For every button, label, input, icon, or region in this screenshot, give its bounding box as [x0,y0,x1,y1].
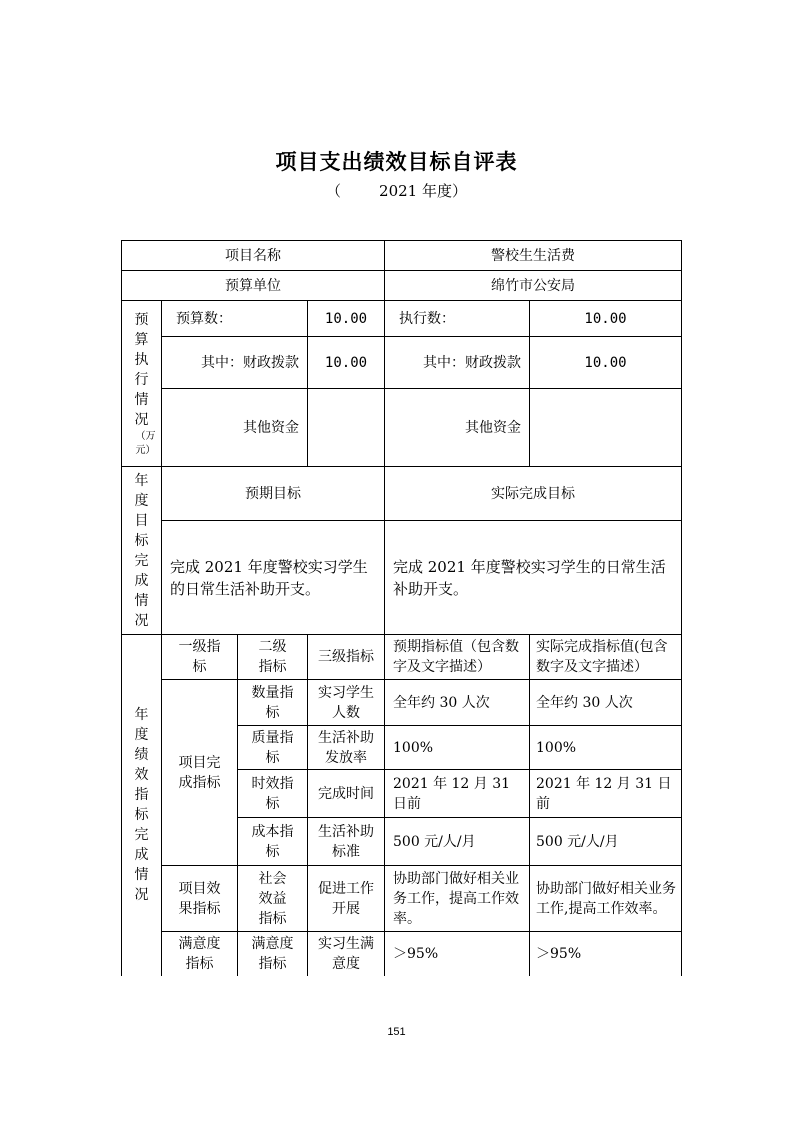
budget-value: 10.00 [308,301,385,337]
other-funds-row [122,389,682,467]
indicator-header-row [122,635,682,680]
group-satisfaction: 满意度指标 [162,932,238,976]
expected-goal-header: 预期目标 [162,467,385,521]
fiscal-exec-value: 10.00 [530,337,682,389]
level3-cell: 促进工作开展 [308,866,385,932]
self-evaluation-table [121,240,682,976]
table-row [122,932,682,976]
performance-side-label [122,635,162,976]
level2-cell: 社会效益指标 [238,866,308,932]
other-funds-budget-value [308,389,385,467]
annual-goal-side-label [122,467,162,635]
project-name-row [122,241,682,271]
other-funds-exec-value [530,389,682,467]
level2-cell: 时效指标 [238,770,308,818]
project-name-value: 警校生生活费 [385,241,682,271]
budget-unit-label: 预算单位 [122,271,385,301]
expected-goal-text: 完成 2021 年度警校实习学生的日常生活补助开支。 [162,521,385,635]
other-funds-label: 其他资金 [162,389,308,467]
header-level2: 二级指标 [238,635,308,680]
annual-goal-content-row [122,521,682,635]
annual-goal-side-text: 年度目标完成情况 [134,472,149,629]
fiscal-label: 其中：财政拨款 [162,337,308,389]
level3-cell: 实习学生人数 [308,680,385,726]
page-number: 151 [387,1026,406,1038]
budget-label: 预算数： [162,301,308,337]
budget-exec-side-label [122,301,162,467]
expected-cell: 全年约 30 人次 [385,680,530,726]
level3-cell: 实习生满意度 [308,932,385,976]
level3-cell: 完成时间 [308,770,385,818]
document-subtitle [0,180,793,201]
expected-cell: 100% [385,726,530,770]
actual-goal-header: 实际完成目标 [385,467,682,521]
performance-side-text: 年度绩效指标完成情况 [134,707,149,904]
budget-exec-unit: （万元） [135,430,156,456]
fiscal-exec-label: 其中：财政拨款 [385,337,530,389]
actual-cell: 协助部门做好相关业务工作,提高工作效率。 [530,866,682,932]
table-row [122,866,682,932]
exec-value: 10.00 [530,301,682,337]
actual-cell: ＞95% [530,932,682,976]
level2-cell: 成本指标 [238,818,308,866]
level2-cell: 满意度指标 [238,932,308,976]
budget-exec-side-text: 预算执行情况 [134,311,149,428]
actual-cell: 全年约 30 人次 [530,680,682,726]
actual-cell: 100% [530,726,682,770]
document-title: 项目支出绩效目标自评表 [275,149,518,174]
header-actual-value: 实际完成指标值(包含数字及文字描述） [530,635,682,680]
subtitle-year: 2021 年度） [379,182,467,200]
level3-cell: 生活补助发放率 [308,726,385,770]
annual-goal-header-row [122,467,682,521]
other-funds-exec-label: 其他资金 [385,389,530,467]
level2-cell: 数量指标 [238,680,308,726]
header-expected-value: 预期指标值（包含数字及文字描述） [385,635,530,680]
level3-cell: 生活补助标准 [308,818,385,866]
header-level3: 三级指标 [308,635,385,680]
level2-cell: 质量指标 [238,726,308,770]
budget-unit-value: 绵竹市公安局 [385,271,682,301]
group-project-completion: 项目完成指标 [162,680,238,866]
group-project-effect: 项目效果指标 [162,866,238,932]
budget-row [122,301,682,337]
table-row [122,680,682,726]
exec-label: 执行数： [385,301,530,337]
expected-cell: 500 元/人/月 [385,818,530,866]
expected-cell: ＞95% [385,932,530,976]
project-name-label: 项目名称 [122,241,385,271]
budget-unit-row [122,271,682,301]
header-level1: 一级指标 [162,635,238,680]
expected-cell: 协助部门做好相关业务工作，提高工作效率。 [385,866,530,932]
fiscal-budget-value: 10.00 [308,337,385,389]
fiscal-row [122,337,682,389]
actual-cell: 2021 年 12 月 31 日前 [530,770,682,818]
actual-cell: 500 元/人/月 [530,818,682,866]
subtitle-open-paren: （ [326,182,342,200]
actual-goal-text: 完成 2021 年度警校实习学生的日常生活补助开支。 [385,521,682,635]
expected-cell: 2021 年 12 月 31 日前 [385,770,530,818]
